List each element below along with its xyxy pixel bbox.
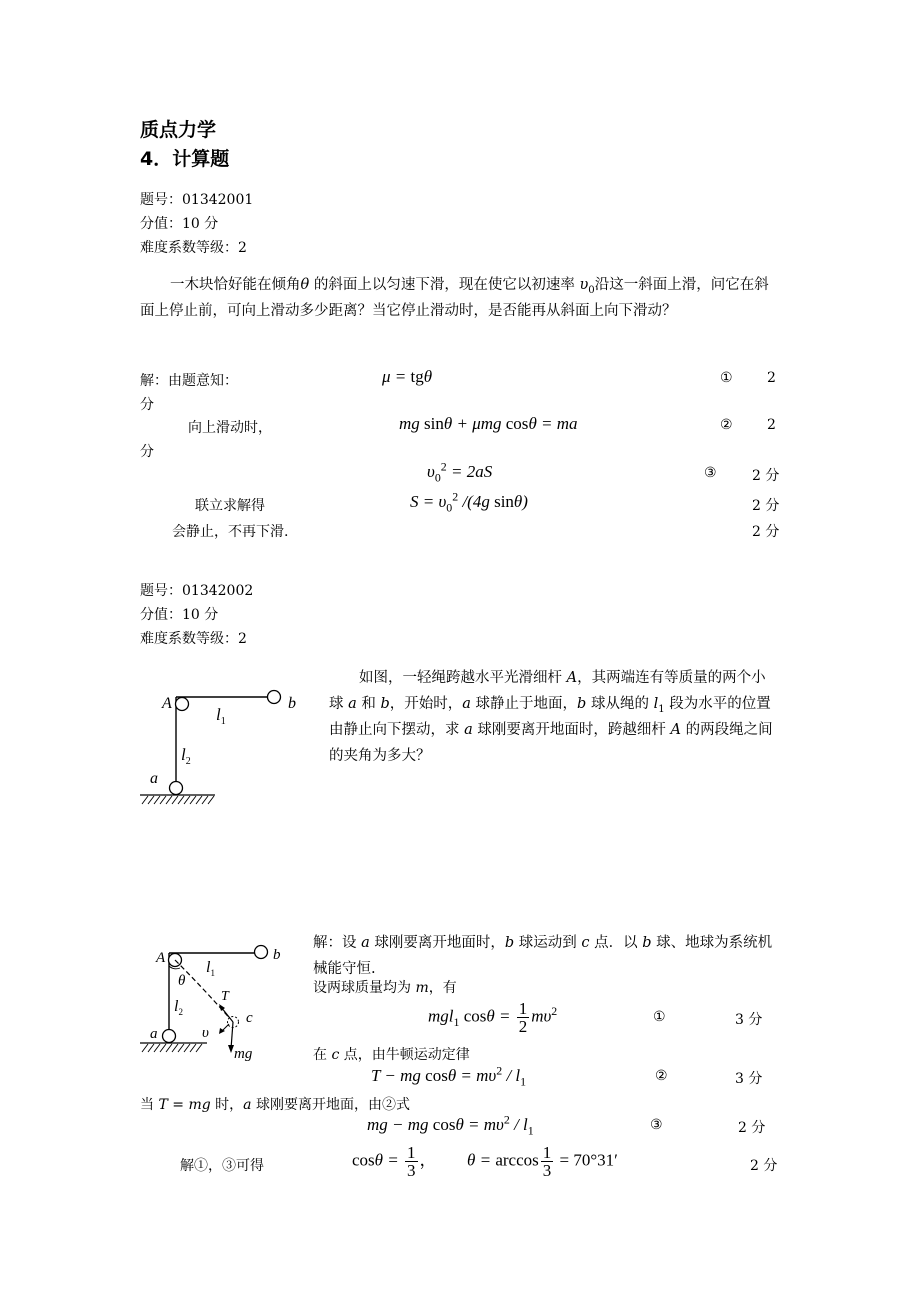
fig1-label-b: b xyxy=(288,695,296,712)
p1-marker3: ③ xyxy=(704,465,717,481)
p2-difficulty: 难度系数等级：2 xyxy=(140,631,247,647)
p2-sol-intro: 解：设 a 球刚要离开地面时，b 球运动到 c 点．以 b 球、地球为系统机械能守恒. xyxy=(313,935,773,977)
p1-eq-newton: mg sinθ + μmg cosθ = ma xyxy=(399,414,578,433)
p1-score2: 2 xyxy=(767,417,776,433)
p2-solve: 解①，③可得 xyxy=(180,1158,264,1174)
fig2-label-l2: $l_2$ xyxy=(174,998,183,1017)
p1-eq-kinematics: $\upsilon_0^2 = 2aS$ xyxy=(427,459,493,485)
fig2-label-a: a xyxy=(150,1026,158,1042)
p1-score4: 2 分 xyxy=(752,498,780,514)
fig1-label-l1: $l_1$ xyxy=(216,705,226,727)
p2-mass: 设两球质量均为 m，有 xyxy=(313,980,457,996)
p1-score3: 2 分 xyxy=(752,468,780,484)
fig2-label-b: b xyxy=(273,947,281,963)
p2-newton-intro: 在 c 点，由牛顿运动定律 xyxy=(313,1047,470,1063)
p1-question: 一木块恰好能在倾角θ 的斜面上以匀速下滑，现在使它以初速率 $\upsilon_0$沿这一斜面上滑，问它在斜面上停止前，可向上滑动多少距离？当它停止滑动时，是否能再从斜面上向下滑动？ xyxy=(140,277,769,319)
p1-sol-up: 向上滑动时， xyxy=(188,420,272,436)
p1-marker1: ① xyxy=(720,370,733,386)
p2-eq-theta: θ = arccos $\frac{1}{3}$ = 70°31′ xyxy=(467,1143,618,1180)
p1-sol-joint: 联立求解得 xyxy=(195,498,265,514)
fig2-label-A: A xyxy=(156,950,166,966)
doc-title: 质点力学 xyxy=(140,119,217,141)
p2-figure-solution xyxy=(135,935,310,1065)
p2-eq-newton: T − mg $\cos\theta = m\upsilon^2 / l_1$ xyxy=(371,1063,527,1089)
fig1-label-a: a xyxy=(150,770,158,787)
p2-score: 分值：10 分 xyxy=(140,607,219,623)
p1-sol-end: 会静止，不再下滑. xyxy=(172,524,289,540)
fig1-label-A: A xyxy=(162,695,172,712)
p2-eq-condition: mg − mg $\cos\theta = m\upsilon^2 / l_1$ xyxy=(367,1112,534,1138)
p1-sol-intro: 解：由题意知： xyxy=(140,373,238,389)
p2-score4: 2 分 xyxy=(750,1158,778,1174)
p1-score5: 2 分 xyxy=(752,524,780,540)
fig2-label-v: υ xyxy=(202,1025,209,1041)
p1-marker2: ② xyxy=(720,417,733,433)
p1-score1: 2 xyxy=(767,370,776,386)
p1-eq-friction: μ = tgθ xyxy=(382,367,433,386)
p2-eq-energy: mgl$_1$ cosθ = $\frac{1}{2}$ $m\upsilon^2$ xyxy=(428,999,558,1036)
p2-score1: 3 分 xyxy=(735,1012,763,1028)
p2-when: 当 T = mg 时，a 球刚要离开地面，由②式 xyxy=(140,1097,410,1113)
p2-eq-cos: cosθ = $\frac{1}{3}$ ， xyxy=(352,1143,437,1180)
p1-id: 题号：01342001 xyxy=(140,192,254,208)
p2-question: 如图，一轻绳跨越水平光滑细杆 A，其两端连有等质量的两个小球 a 和 b，开始时，a 球静止于地面，b 球从绳的 $l_1$ 段为水平的位置由静止向下摆动，求 a 球刚要离开地面时，跨越细杆 A 的两段绳之间的夹角为多大？ xyxy=(329,670,773,764)
p2-score3: 2 分 xyxy=(738,1120,766,1136)
p1-eq-result: $S = \upsilon_0^2$ /(4g sinθ) xyxy=(410,489,528,515)
fig2-label-mg: mg xyxy=(234,1046,253,1062)
fig2-label-theta: θ xyxy=(178,973,186,989)
fig2-label-T: T xyxy=(221,989,229,1004)
p2-marker3: ③ xyxy=(650,1117,663,1133)
p1-difficulty: 难度系数等级：2 xyxy=(140,240,247,256)
p1-wrap2: 分 xyxy=(140,444,154,460)
section-title: 4．计算题 xyxy=(140,148,230,170)
p2-marker1: ① xyxy=(653,1009,666,1025)
p2-marker2: ② xyxy=(655,1068,668,1084)
p2-score2: 3 分 xyxy=(735,1071,763,1087)
p1-wrap1: 分 xyxy=(140,397,154,413)
fig2-label-l1: $l_1$ xyxy=(206,959,215,978)
fig1-label-l2: $l_2$ xyxy=(181,745,191,767)
p2-id: 题号：01342002 xyxy=(140,583,254,599)
p1-score: 分值：10 分 xyxy=(140,216,219,232)
p2-figure-initial xyxy=(135,680,310,810)
fig2-label-c: c xyxy=(246,1010,253,1026)
